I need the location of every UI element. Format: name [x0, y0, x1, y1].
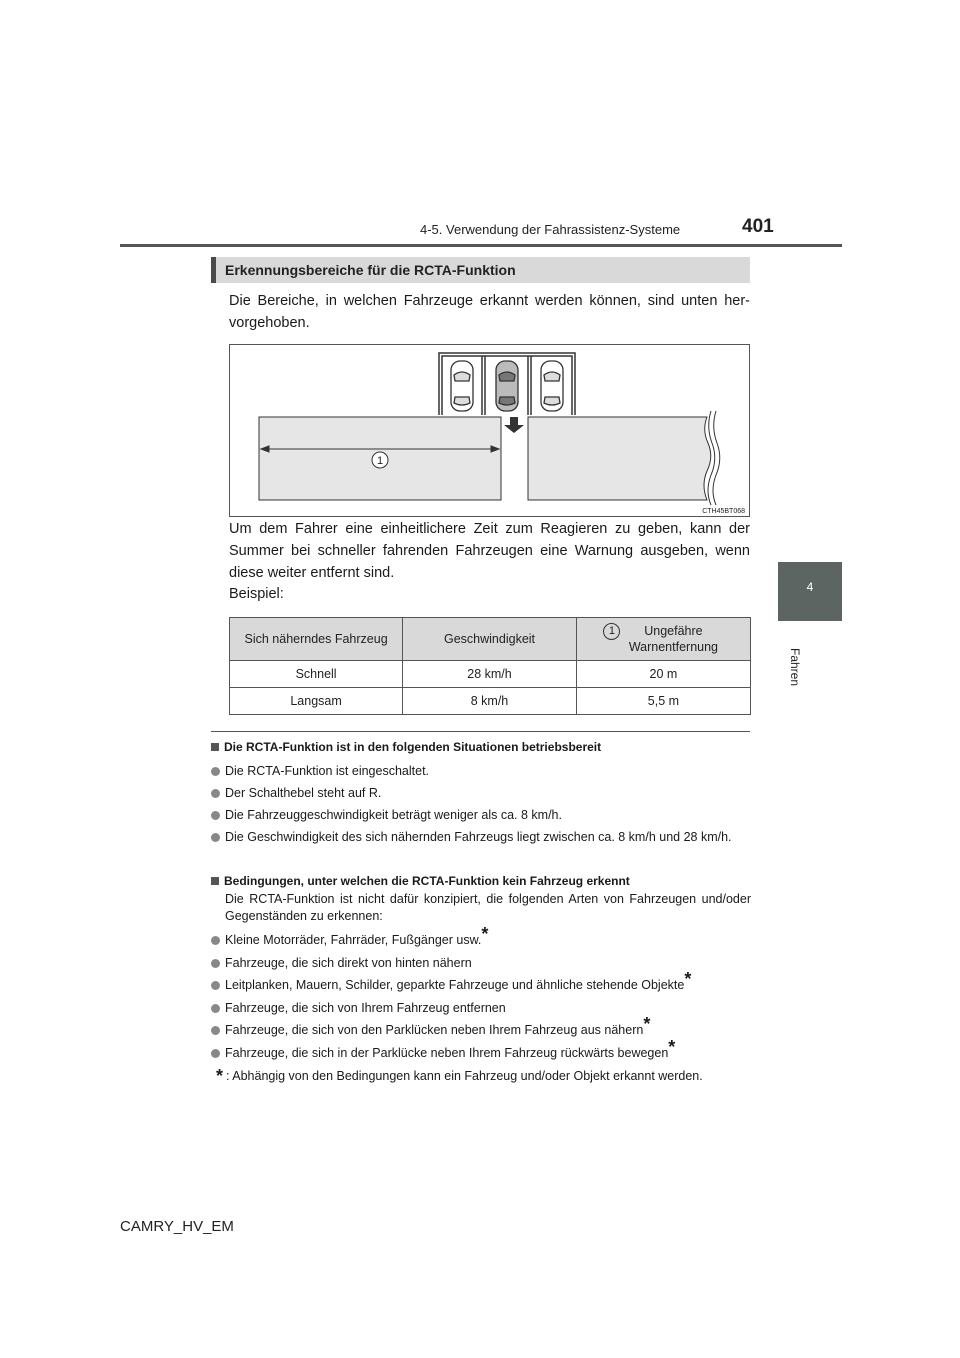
- footnote: * : Abhängig von den Bedingungen kann ein Fahrzeug und/oder Objekt erkannt werden.: [216, 1068, 751, 1085]
- square-bullet-icon: [211, 743, 219, 751]
- bullet-icon: [211, 767, 220, 776]
- list-item: Fahrzeuge, die sich von den Parklücken neben Ihrem Fahrzeug aus nähern*: [211, 1022, 650, 1039]
- detection-area-diagram: [229, 344, 750, 517]
- bullet-icon: [211, 1026, 220, 1035]
- table-cell: Schnell: [230, 661, 403, 688]
- parked-car-right-icon: [541, 361, 563, 411]
- header-section-title: 4-5. Verwendung der Fahrassistenz-Systeme: [420, 222, 681, 237]
- chapter-tab: [778, 562, 842, 621]
- list-item: Der Schalthebel steht auf R.: [211, 785, 381, 802]
- warning-distance-table: [229, 617, 751, 715]
- conditions-intro: Die RCTA-Funktion ist nicht dafür konzipiert, die folgenden Arten von Fahrzeugen und/oder Gegenständen zu erkennen:: [225, 892, 751, 923]
- list-item: Die Fahrzeuggeschwindigkeit beträgt weniger als ca. 8 km/h.: [211, 807, 562, 824]
- image-code: CTH45BT068: [702, 508, 745, 515]
- reverse-arrow-icon: [504, 417, 524, 433]
- asterisk-mark: *: [684, 969, 692, 989]
- list-item: Leitplanken, Mauern, Schilder, geparkte Fahrzeuge und ähnliche stehende Objekte*: [211, 977, 691, 994]
- bullet-icon: [211, 959, 220, 968]
- section-heading-bar: [211, 257, 216, 283]
- table-cell: 5,5 m: [576, 688, 750, 715]
- bullet-icon: [211, 789, 220, 798]
- table-cell: 8 km/h: [403, 688, 577, 715]
- subsection-title: Bedingungen, unter welchen die RCTA-Funktion kein Fahrzeug erkennt: [224, 874, 630, 888]
- bullet-icon: [211, 811, 220, 820]
- table-row: [230, 688, 751, 715]
- table-header-cell: Sich näherndes Fahrzeug: [230, 618, 403, 661]
- table-cell: 28 km/h: [403, 661, 577, 688]
- list-item: Fahrzeuge, die sich in der Parklücke neben Ihrem Fahrzeug rückwärts bewegen*: [211, 1045, 675, 1062]
- bullet-icon: [211, 1004, 220, 1013]
- asterisk-mark: *: [643, 1014, 651, 1034]
- diagram-svg: [230, 345, 749, 516]
- subsection-title: Die RCTA-Funktion ist in den folgenden Situationen betriebsbereit: [224, 740, 602, 754]
- own-car-icon: [496, 361, 518, 411]
- list-item: Fahrzeuge, die sich direkt von hinten nähern: [211, 955, 472, 972]
- asterisk-mark: *: [481, 924, 489, 944]
- callout-circle: 1: [603, 623, 620, 640]
- cut-line: [713, 411, 720, 505]
- list-item: Kleine Motorräder, Fahrräder, Fußgänger usw.*: [211, 932, 488, 949]
- table-header-row: [230, 618, 751, 661]
- subsection-heading: [211, 740, 601, 754]
- right-detection-area: [528, 417, 711, 500]
- section-heading-text: Erkennungsbereiche für die RCTA-Funktion: [225, 262, 516, 278]
- document-code: CAMRY_HV_EM: [120, 1218, 234, 1235]
- section-divider: [211, 731, 750, 732]
- chapter-number: 4: [806, 580, 814, 594]
- parked-car-left-icon: [451, 361, 473, 411]
- footnote-text: : Abhängig von den Bedingungen kann ein Fahrzeug und/oder Objekt erkannt werden.: [226, 1069, 703, 1083]
- bullet-icon: [211, 981, 220, 990]
- table-row: [230, 661, 751, 688]
- table-header-cell: [576, 618, 750, 661]
- table-header-cell: Geschwindigkeit: [403, 618, 577, 661]
- chapter-label: Fahren: [788, 648, 802, 687]
- section-heading: [211, 257, 750, 283]
- list-item: Fahrzeuge, die sich von Ihrem Fahrzeug entfernen: [211, 1000, 506, 1017]
- bullet-icon: [211, 833, 220, 842]
- header-rule: [120, 244, 842, 247]
- bullet-icon: [211, 1049, 220, 1058]
- bullet-icon: [211, 936, 220, 945]
- list-item: Die RCTA-Funktion ist eingeschaltet.: [211, 763, 429, 780]
- example-label: Beispiel:: [229, 586, 284, 602]
- intro-paragraph: Die Bereiche, in welchen Fahrzeuge erkannt werden können, sind unten hervorgehoben.: [229, 293, 750, 331]
- table-header-text: Ungefähre Warnentfernung: [628, 624, 719, 654]
- table-cell: 20 m: [576, 661, 750, 688]
- subsection-heading: [211, 874, 630, 888]
- warning-paragraph: Um dem Fahrer eine einheitlichere Zeit zum Reagieren zu geben, kann der Summer bei schneller fahrenden Fahrzeugen eine Warnung ausgeben, wenn diese weiter entfernt sind.: [229, 521, 750, 581]
- page-number: 401: [742, 216, 774, 237]
- table-cell: Langsam: [230, 688, 403, 715]
- square-bullet-icon: [211, 877, 219, 885]
- list-item: Die Geschwindigkeit des sich nähernden Fahrzeugs liegt zwischen ca. 8 km/h und 28 km/h.: [211, 829, 751, 846]
- asterisk-mark: *: [668, 1037, 676, 1057]
- callout-number: 1: [376, 455, 384, 467]
